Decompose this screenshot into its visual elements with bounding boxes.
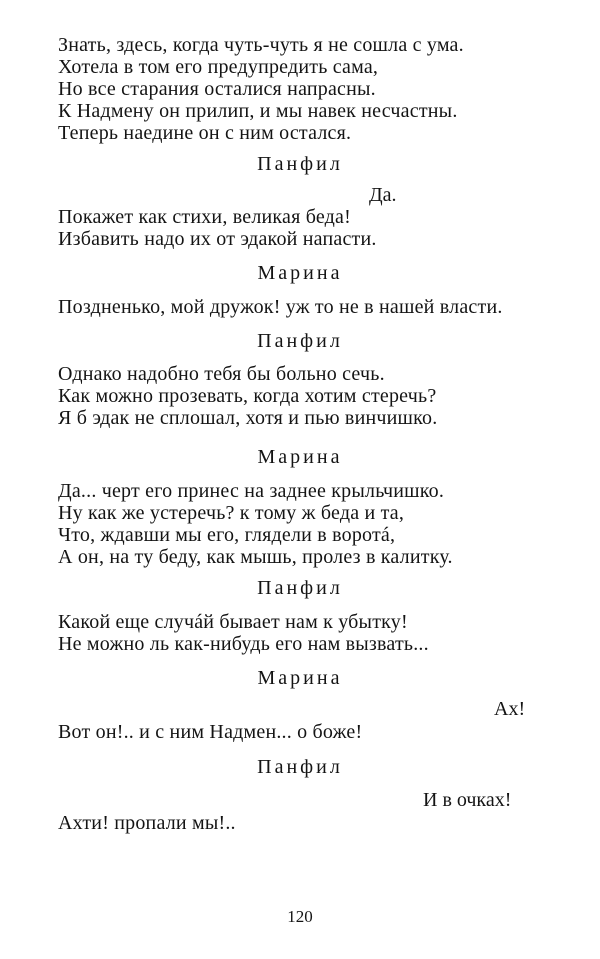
verse-line: Что, ждавши мы его, глядели в воротá, — [58, 524, 396, 546]
verse-line: Знать, здесь, когда чуть-чуть я не сошла с ума. — [58, 34, 464, 56]
speaker-name: Марина — [257, 667, 343, 689]
verse-line: Как можно прозевать, когда хотим стеречь? — [58, 385, 437, 407]
speaker-name: Марина — [257, 262, 343, 284]
page-number: 120 — [287, 907, 313, 926]
speaker-name: Панфил — [257, 330, 343, 352]
verse-line: Я б эдак не сплошал, хотя и пью винчишко. — [58, 407, 438, 429]
verse-line: К Надмену он прилип, и мы навек несчастны. — [58, 100, 458, 122]
speaker-name: Панфил — [257, 756, 343, 778]
verse-line: Поздненько, мой дружок! уж то не в нашей власти. — [58, 296, 503, 318]
verse-line-continuation: Да. — [369, 184, 397, 206]
verse-line: Теперь наедине он с ним остался. — [58, 122, 352, 144]
verse-line: А он, на ту беду, как мышь, пролез в калитку. — [58, 546, 453, 568]
verse-line: Да... черт его принес на заднее крыльчишко. — [58, 480, 445, 502]
verse-line: Ну как же устеречь? к тому ж беда и та, — [58, 502, 405, 524]
speaker-name: Панфил — [257, 577, 343, 599]
speaker-name: Марина — [257, 446, 343, 468]
verse-line: Однако надобно тебя бы больно сечь. — [58, 363, 385, 385]
verse-line: Покажет как стихи, великая беда! — [58, 206, 351, 228]
verse-line: Хотела в том его предупредить сама, — [58, 56, 379, 78]
verse-line-continuation: И в очках! — [423, 789, 512, 811]
verse-line: Но все старания осталися напрасны. — [58, 78, 376, 100]
speaker-name: Панфил — [257, 153, 343, 175]
verse-line: Ахти! пропали мы!.. — [58, 812, 236, 834]
verse-line: Избавить надо их от эдакой напасти. — [58, 228, 377, 250]
verse-line: Какой еще случáй бывает нам к убытку! — [58, 611, 408, 633]
verse-line: Вот он!.. и с ним Надмен... о боже! — [58, 721, 363, 743]
verse-line: Не можно ль как-нибудь его нам вызвать... — [58, 633, 429, 655]
verse-line-continuation: Ах! — [494, 698, 526, 720]
